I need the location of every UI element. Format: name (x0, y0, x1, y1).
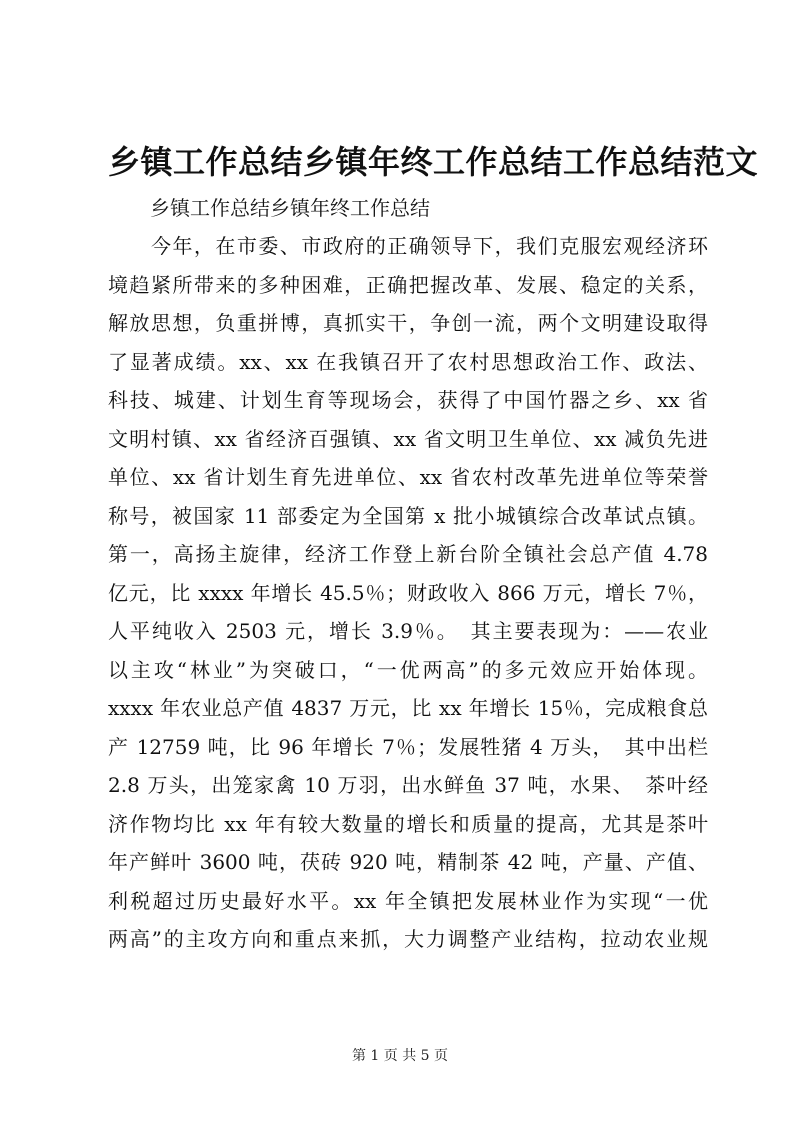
document-title: 乡镇工作总结乡镇年终工作总结工作总结范文 (108, 143, 759, 181)
body-line: 单位、xx 省计划生育先进单位、xx 省农村改革先进单位等荣誉 (108, 465, 708, 489)
document-subtitle: 乡镇工作总结乡镇年终工作总结 (150, 196, 430, 220)
body-line: xxxx 年农业总产值 4837 万元，比 xx 年增长 15％，完成粮食总 (108, 696, 708, 720)
body-line: 2.8 万头，出笼家禽 10 万羽，出水鲜鱼 37 吨，水果、 茶叶经 (108, 773, 708, 797)
body-line: 人平纯收入 2503 元，增长 3.9％。 其主要表现为：——农业 (108, 619, 708, 643)
body-line: 两高”的主攻方向和重点来抓，大力调整产业结构，拉动农业规 (108, 927, 708, 951)
body-line: 年产鲜叶 3600 吨，茯砖 920 吨，精制茶 42 吨，产量、产值、 (108, 850, 708, 874)
body-line: 科技、城建、计划生育等现场会，获得了中国竹器之乡、xx 省 (108, 388, 708, 412)
body-line: 利税超过历史最好水平。xx 年全镇把发展林业作为实现“一优 (108, 888, 708, 913)
body-line: 济作物均比 xx 年有较大数量的增长和质量的提高，尤其是茶叶 (108, 811, 708, 836)
body-line: 了显著成绩。xx、xx 在我镇召开了农村思想政治工作、政法、 (108, 349, 708, 374)
body-paragraph (108, 227, 708, 959)
body-line: 解放思想，负重拼博，真抓实干，争创一流，两个文明建设取得 (108, 311, 708, 335)
body-line: 第一，高扬主旋律，经济工作登上新台阶全镇社会总产值 4.78 (108, 542, 708, 566)
page-number-footer: 第 1 页 共 5 页 (351, 1048, 449, 1064)
body-line: 以主攻“林业”为突破口，“一优两高”的多元效应开始体现。 (108, 657, 708, 682)
body-line: 今年，在市委、市政府的正确领导下，我们克服宏观经济环 (108, 234, 708, 258)
body-line: 亿元，比 xxxx 年增长 45.5％；财政收入 866 万元，增长 7％， (108, 580, 708, 605)
body-line: 称号，被国家 11 部委定为全国第 x 批小城镇综合改革试点镇。 (108, 503, 708, 528)
body-line: 文明村镇、xx 省经济百强镇、xx 省文明卫生单位、xx 减负先进 (108, 426, 708, 451)
body-line: 境趋紧所带来的多种困难，正确把握改革、发展、稳定的关系， (108, 272, 708, 297)
body-line: 产 12759 吨，比 96 年增长 7％；发展牲猪 4 万头， 其中出栏 (108, 734, 708, 759)
